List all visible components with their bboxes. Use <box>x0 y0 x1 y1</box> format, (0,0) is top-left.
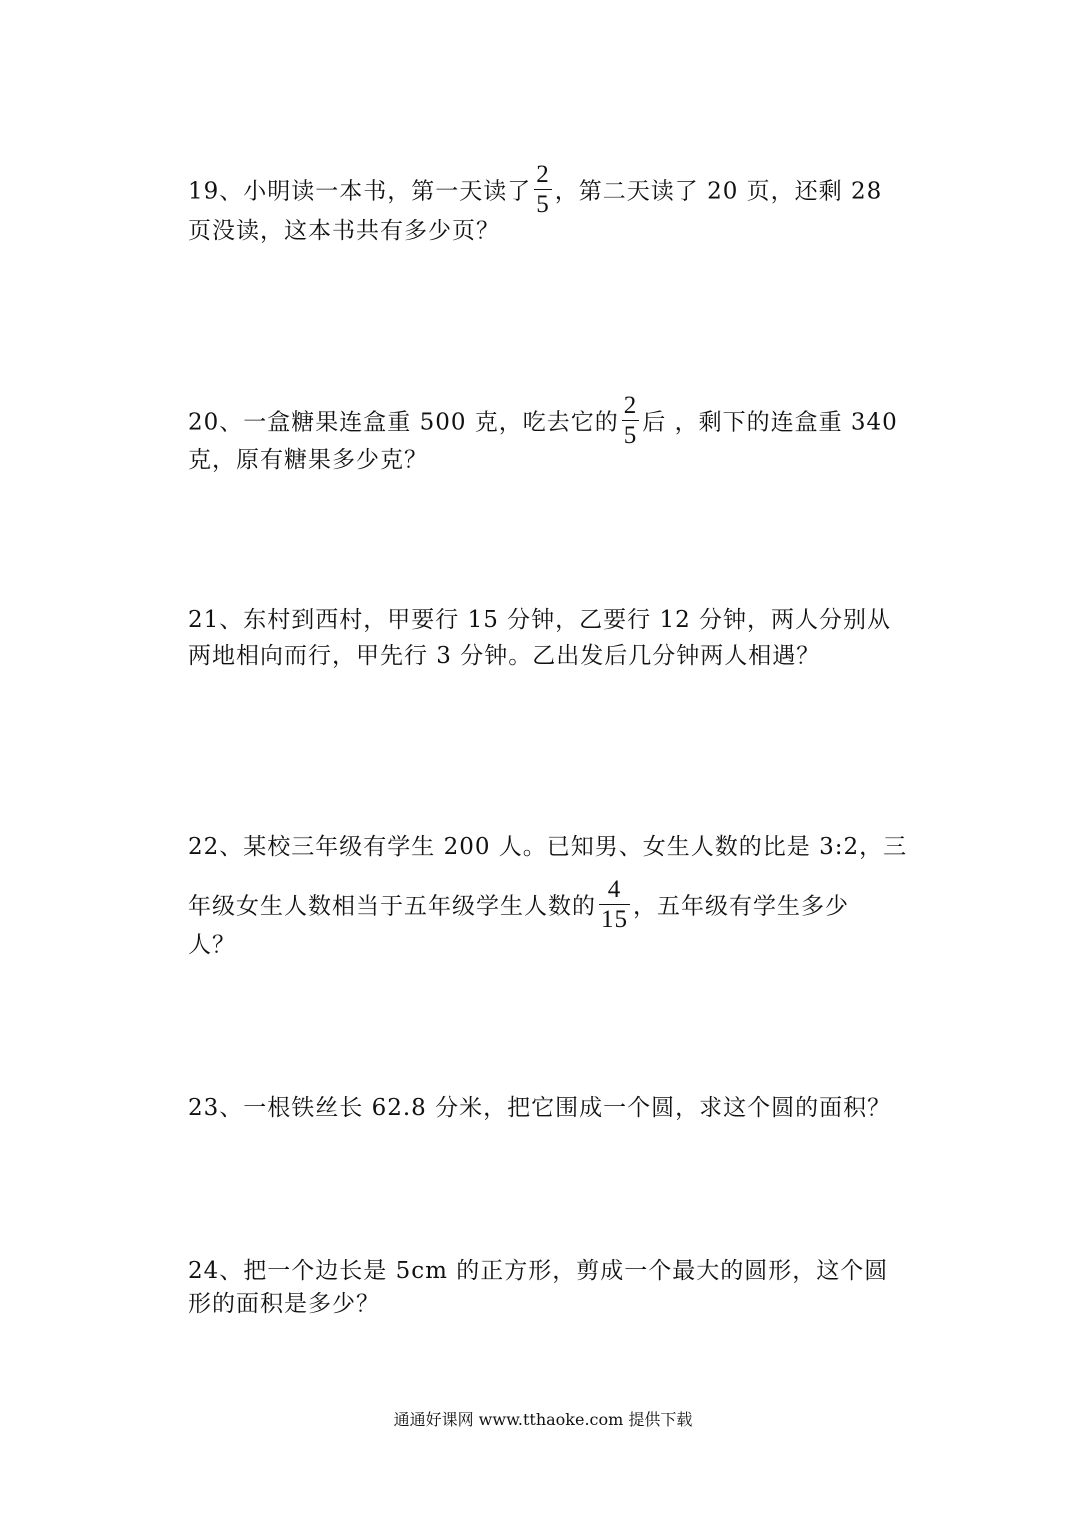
q19-text-b: ，第二天读了 20 页，还剩 28 <box>554 178 883 205</box>
question-21-line-2: 两地相向而行，甲先行 3 分钟。乙出发后几分钟两人相遇？ <box>188 643 821 669</box>
q20-text-b: 后 ，剩下的连盒重 340 <box>642 409 898 436</box>
q20-frac-den: 5 <box>623 422 638 449</box>
question-21-line-1: 21、东村到西村，甲要行 15 分钟，乙要行 12 分钟，两人分别从 <box>188 607 892 633</box>
q19-frac-den: 5 <box>536 191 550 218</box>
question-20-line-2: 克，原有糖果多少克？ <box>188 447 428 473</box>
question-23-line-1: 23、一根铁丝长 62.8 分米，把它围成一个圆，求这个圆的面积？ <box>188 1095 892 1121</box>
q19-frac-num: 2 <box>536 161 550 188</box>
q19-text-a: 19、小明读一本书，第一天读了 <box>188 178 532 205</box>
question-19-line-2: 页没读，这本书共有多少页？ <box>188 218 500 244</box>
footer-download-note: 通通好课网 www.tthaoke.com 提供下载 <box>393 1410 693 1429</box>
q22-text-b: ，五年级有学生多少 <box>633 893 849 920</box>
question-20-line-1 <box>188 392 898 449</box>
question-19-line-1 <box>188 161 883 218</box>
question-22-line-2 <box>188 876 849 933</box>
q19-fraction <box>534 162 552 217</box>
q22-frac-den: 15 <box>601 906 628 933</box>
q20-fraction <box>622 393 640 448</box>
q20-frac-num: 2 <box>623 392 638 419</box>
q20-text-a: 20、一盒糖果连盒重 500 克，吃去它的 <box>188 409 619 436</box>
question-22-line-3: 人？ <box>188 932 236 958</box>
question-24-line-2: 形的面积是多少？ <box>188 1291 380 1317</box>
q22-text-a: 年级女生人数相当于五年级学生人数的 <box>188 893 596 920</box>
q22-fraction <box>599 877 630 932</box>
q22-frac-num: 4 <box>599 877 630 905</box>
question-22-line-1: 22、某校三年级有学生 200 人。已知男、女生人数的比是 3:2，三 <box>188 834 908 860</box>
question-24-line-1: 24、把一个边长是 5cm 的正方形，剪成一个最大的圆形，这个圆 <box>188 1258 889 1284</box>
